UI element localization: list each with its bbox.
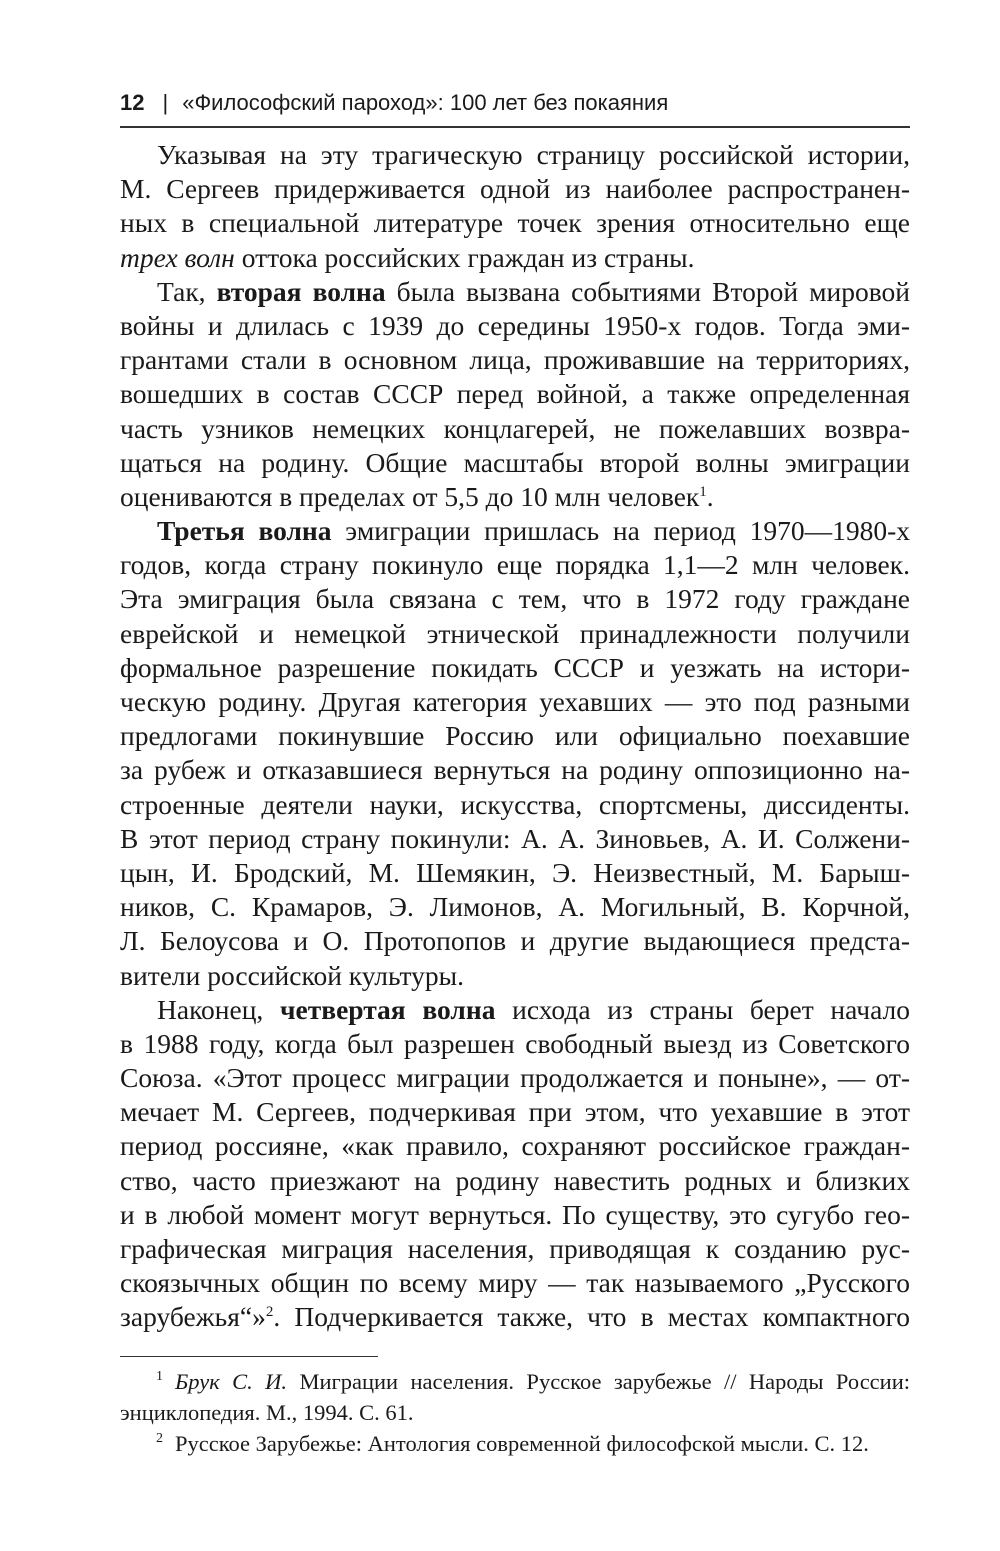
paragraph-intro — [120, 138, 910, 275]
text-line: ческую родину. Другая категория уехавших — это под разными — [120, 686, 910, 717]
text-line: Указывая на эту трагическую страницу российской истории, — [157, 139, 910, 170]
footnote-line: энциклопедия. М., 1994. С. 61. — [120, 1400, 414, 1425]
text-line: часть узников немецких концлагерей, не пожелавших возвра- — [120, 412, 910, 444]
paragraph-second-wave — [120, 275, 910, 514]
text-line: Союза. «Этот процесс миграции продолжается и поныне», — от- — [120, 1062, 910, 1094]
text-line: мечает М. Сергеев, подчеркивая при этом, что уехавшие в этот — [120, 1096, 910, 1128]
text-line: Л. Белоусова и О. Протопопов и другие выдающиеся предста- — [120, 925, 910, 957]
body-text — [120, 138, 910, 1335]
text-line: вошедших в состав СССР перед войной, а также определенная — [120, 378, 910, 410]
text-line: оцениваются в пределах от 5,5 до 10 млн человек$^1$. — [120, 480, 714, 512]
text-line: грантами стали в основном лица, проживавшие на территориях, — [120, 344, 910, 376]
footnotes — [120, 1366, 910, 1459]
text-line: В этот период страну покинули: А. А. Зиновьев, А. И. Солжени- — [120, 822, 910, 854]
text-line: зарубежья“»$^2$. Подчеркивается также, что в местах компактного — [120, 1301, 910, 1333]
page-number: 12 — [120, 90, 145, 115]
footnote-line: $^2$ Русское Зарубежье: Антология современной философской мысли. С. 12. — [156, 1431, 869, 1456]
footnote-1 — [120, 1366, 910, 1428]
text-line: Так, вторая волна была вызвана событиями Второй мировой — [157, 275, 910, 307]
text-line: М. Сергеев придерживается одной из наиболее распространен- — [120, 173, 910, 205]
text-line: ных в специальной литературе точек зрения относительно еще — [120, 207, 910, 239]
text-line: и в любой момент могут вернуться. По существу, это сугубо гео- — [120, 1198, 910, 1230]
text-line: скоязычных общин по всему миру — так называемого „Русского — [120, 1267, 910, 1299]
text-line: Третья волна эмиграции пришлась на период 1970—1980-х — [157, 515, 910, 547]
bold-second-wave: вторая волна — [216, 275, 386, 307]
text-line: щаться на родину. Общие масштабы второй волны эмиграции — [120, 446, 910, 478]
footnote-mark: 2 — [156, 1431, 163, 1446]
text-line: за рубеж и отказавшиеся вернуться на родину оппозиционно на- — [120, 754, 910, 786]
paragraph-third-wave — [120, 514, 910, 993]
footnote-author: Брук С. И. — [175, 1369, 288, 1394]
paragraph-fourth-wave — [120, 993, 910, 1335]
footnote-line: $^1$ Брук С. И. Миграции населения. Русское зарубежье // Народы России: — [156, 1369, 910, 1394]
header-rule — [120, 126, 910, 128]
header-separator: | — [162, 90, 169, 115]
bold-third-wave: Третья волна — [157, 515, 332, 547]
footnote-ref-2[interactable]: 2 — [265, 1304, 274, 1321]
footnote-rule — [120, 1356, 378, 1357]
text-line: вители российской культуры. — [120, 959, 465, 991]
text-line: трех волн оттока российских граждан из страны. — [120, 241, 695, 273]
text-line: еврейской и немецкой этнической принадлежности получили — [120, 617, 910, 649]
bold-fourth-wave: четвертая волна — [280, 993, 496, 1025]
text-line: формальное разрешение покидать СССР и уезжать на истори- — [120, 651, 910, 683]
running-header — [120, 88, 910, 118]
text-line: Эта эмиграция была связана с тем, что в 1972 году граждане — [120, 583, 910, 615]
text-line: период россияне, «как правило, сохраняют российское граждан- — [120, 1130, 910, 1162]
text-line: ников, С. Крамаров, Э. Лимонов, А. Могильный, В. Корчной, — [120, 891, 910, 923]
text-line: годов, когда страну покинуло еще порядка 1,1—2 млн человек. — [120, 549, 910, 581]
running-title: «Философский пароход»: 100 лет без покаяния — [182, 90, 669, 115]
text-line: графическая миграция населения, приводящая к созданию рус- — [120, 1233, 910, 1264]
text-line: Наконец, четвертая волна исхода из страны берет начало — [157, 993, 911, 1025]
text-line: строенные деятели науки, искусства, спортсмены, диссиденты. — [120, 788, 910, 820]
text-line: предлогами покинувшие Россию или официально поехавшие — [120, 720, 910, 752]
text-line: ство, часто приезжают на родину навестить родных и близких — [120, 1164, 910, 1196]
footnote-ref-1[interactable]: 1 — [699, 483, 707, 500]
emphasis-three-waves: трех волн — [120, 241, 235, 273]
footnote-mark: 1 — [156, 1369, 163, 1384]
text-line: цын, И. Бродский, М. Шемякин, Э. Неизвестный, М. Барыш- — [120, 856, 910, 888]
footnote-2 — [120, 1428, 910, 1459]
text-line: войны и длилась с 1939 до середины 1950-х годов. Тогда эми- — [120, 309, 910, 341]
text-line: в 1988 году, когда был разрешен свободный выезд из Советского — [120, 1027, 910, 1059]
